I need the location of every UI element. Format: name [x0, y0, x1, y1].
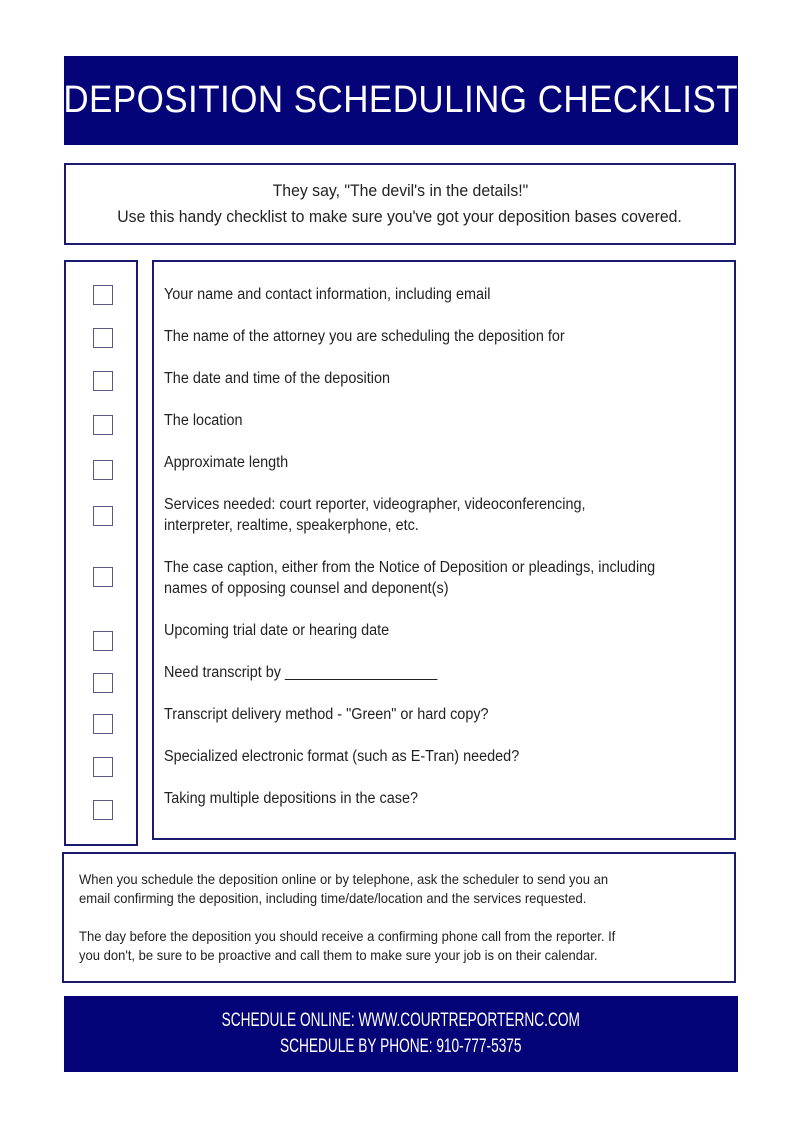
checklist-item	[164, 368, 703, 389]
note-paragraph-2	[79, 927, 615, 965]
checkbox[interactable]	[93, 415, 113, 435]
checklist-item	[164, 704, 703, 725]
checklist-item	[164, 326, 703, 347]
title-banner	[64, 56, 738, 145]
checklist-item-line: The location	[164, 412, 243, 429]
checklist-item-line: Specialized electronic format (such as E-Tran) needed?	[164, 748, 520, 765]
intro-instruction: Use this handy checklist to make sure you've got your deposition bases covered.	[117, 207, 683, 226]
checklist-item-line: The case caption, either from the Notice of Deposition or pleadings, including	[164, 559, 656, 576]
checklist-item	[164, 662, 703, 683]
checkbox[interactable]	[93, 714, 113, 734]
checkbox[interactable]	[93, 673, 113, 693]
page-title: DEPOSITION SCHEDULING CHECKLIST	[63, 79, 739, 121]
checklist-item-line: names of opposing counsel and deponent(s)	[164, 580, 449, 597]
checklist-item	[164, 452, 703, 473]
schedule-phone-link[interactable]: SCHEDULE BY PHONE: 910-777-5375	[280, 1036, 522, 1057]
checklist-item-line: The date and time of the deposition	[164, 370, 390, 387]
checkbox[interactable]	[93, 328, 113, 348]
checklist-item-line: The name of the attorney you are scheduling the deposition for	[164, 328, 565, 345]
checklist-item	[164, 788, 703, 809]
footer-banner	[64, 996, 738, 1072]
checkbox[interactable]	[93, 757, 113, 777]
checkbox[interactable]	[93, 567, 113, 587]
checklist-item-line: interpreter, realtime, speakerphone, etc.	[164, 517, 419, 534]
intro-box	[64, 163, 736, 245]
checklist-item	[164, 620, 703, 641]
checklist-item-line: Services needed: court reporter, videographer, videoconferencing,	[164, 496, 586, 513]
checklist-item-line: Upcoming trial date or hearing date	[164, 622, 390, 639]
note-1-line-2: email confirming the deposition, including time/date/location and the services requested.	[79, 890, 587, 906]
note-paragraph-1	[79, 870, 608, 908]
checklist-item-line: Your name and contact information, including email	[164, 286, 491, 303]
checklist-item	[164, 746, 703, 767]
checklist-item	[164, 410, 703, 431]
checkbox[interactable]	[93, 506, 113, 526]
schedule-online-link[interactable]: SCHEDULE ONLINE: WWW.COURTREPORTERNC.COM	[221, 1010, 581, 1031]
checklist-item	[164, 284, 703, 305]
checklist-item	[164, 494, 703, 536]
checkbox-column	[64, 260, 138, 846]
checkbox[interactable]	[93, 371, 113, 391]
checklist-item-line: Transcript delivery method - "Green" or hard copy?	[164, 706, 489, 723]
checklist-item-line: Need transcript by ___________________	[164, 664, 438, 681]
checkbox[interactable]	[93, 285, 113, 305]
note-2-line-2: you don't, be sure to be proactive and call them to make sure your job is on their calendar.	[79, 947, 598, 963]
intro-quote: They say, "The devil's in the details!"	[272, 181, 528, 200]
checkbox[interactable]	[93, 631, 113, 651]
checklist-item-line: Taking multiple depositions in the case?	[164, 790, 419, 807]
note-1-line-1: When you schedule the deposition online or by telephone, ask the scheduler to send you an	[79, 871, 609, 887]
checkbox[interactable]	[93, 800, 113, 820]
checkbox[interactable]	[93, 460, 113, 480]
checklist-item	[164, 557, 703, 599]
notes-box	[62, 852, 736, 983]
checklist-items-box	[152, 260, 736, 840]
note-2-line-1: The day before the deposition you should receive a confirming phone call from the reporter. If	[79, 928, 616, 944]
checklist-item-line: Approximate length	[164, 454, 289, 471]
